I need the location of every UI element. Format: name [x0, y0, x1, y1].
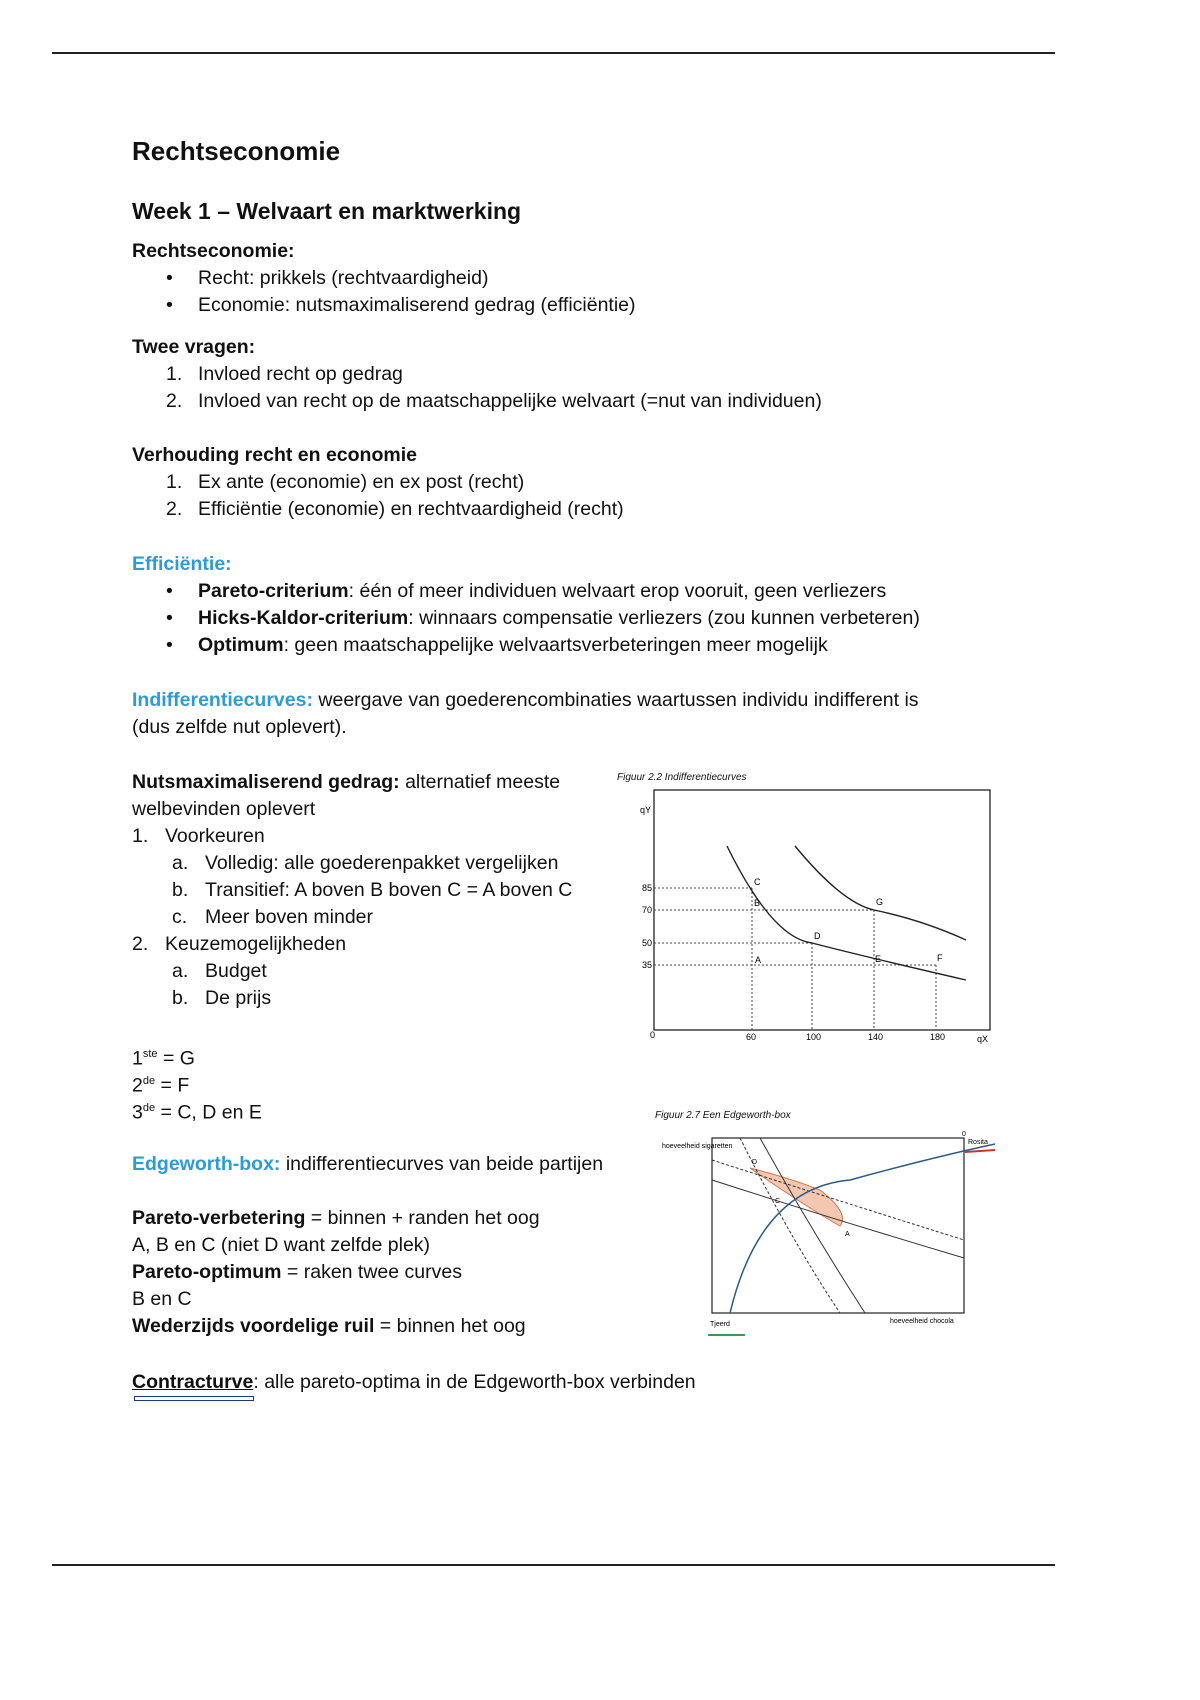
- section-verhouding: [132, 442, 1012, 523]
- svg-text:A: A: [755, 955, 762, 965]
- section-nutsmaximalisatie: Nutsmaximaliserend gedrag: alternatief meeste welbevinden oplevert 1. Voorkeuren a. Volledig: alle goederenpakket vergelijken b. Transitief: A boven B boven C = A boven C c. Meer boven minder 2. Keuzemogelijkheden a. Budget b. De prijs: [132, 771, 573, 1009]
- y-axis-label: hoeveelheid sigaretten: [662, 1143, 733, 1150]
- figure-caption: Figuur 2.7 Een Edgeworth-box: [655, 1110, 791, 1121]
- svg-text:A: A: [845, 1231, 850, 1238]
- origin-label: 0: [650, 1030, 656, 1040]
- svg-text:70: 70: [642, 905, 653, 915]
- document-title: Rechtseconomie: [132, 136, 341, 166]
- svg-text:B: B: [754, 898, 761, 908]
- section-rechtseconomie: [132, 238, 1012, 319]
- figure-indifference-curves: [612, 768, 1012, 1053]
- list-item: • Optimum: geen maatschappelijke welvaartsverbeteringen meer mogelijk: [132, 632, 1012, 659]
- svg-text:60: 60: [746, 1032, 757, 1042]
- svg-text:0: 0: [962, 1131, 966, 1138]
- svg-text:C: C: [754, 877, 761, 887]
- subheading: Verhouding recht en economie: [132, 444, 417, 466]
- list-item: • Hicks-Kaldor-criterium: winnaars compensatie verliezers (zou kunnen verbeteren): [132, 605, 1012, 632]
- svg-text:F: F: [937, 953, 943, 963]
- subheading: Twee vragen:: [132, 336, 256, 358]
- figure-edgeworth-box: [650, 1108, 1010, 1343]
- x-axis-label: hoeveelheid chocola: [890, 1318, 954, 1325]
- subheading: Efficiëntie:: [132, 553, 232, 575]
- list-item: • Pareto-criterium: één of meer individuen welvaart erop vooruit, geen verliezers: [132, 578, 1012, 605]
- section-heading: Week 1 – Welvaart en marktwerking: [132, 198, 522, 224]
- subheading: Rechtseconomie:: [132, 240, 295, 262]
- header-rule: [52, 52, 1055, 54]
- svg-text:140: 140: [868, 1032, 884, 1042]
- list-item: • Recht: prikkels (rechtvaardigheid): [132, 265, 1012, 292]
- section-contractcurve: Contracturve: alle pareto-optima in de Edgeworth-box verbinden: [132, 1369, 1012, 1401]
- indifference-curve-1: [727, 846, 966, 980]
- svg-text:85: 85: [642, 883, 653, 893]
- indifference-curve-2: [795, 846, 966, 940]
- double-underline: [134, 1396, 254, 1401]
- svg-text:180: 180: [930, 1032, 946, 1042]
- svg-text:C: C: [775, 1198, 781, 1205]
- svg-text:D: D: [814, 931, 821, 941]
- list-item: • Economie: nutsmaximaliserend gedrag (efficiëntie): [132, 292, 1012, 319]
- list-item: 2. Efficiëntie (economie) en rechtvaardigheid (recht): [166, 498, 624, 520]
- section-indifferentiecurves: Indifferentiecurves: weergave van goederencombinaties waartussen individu indifferent is (dus zelfde nut oplevert).: [132, 689, 919, 738]
- svg-text:E: E: [875, 954, 882, 964]
- ranking: 1ste = G 2de = F 3de = C, D en E: [132, 1047, 262, 1124]
- svg-text:100: 100: [806, 1032, 822, 1042]
- section-efficientie: [132, 551, 1012, 659]
- footer-rule: [52, 1564, 1055, 1566]
- y-axis-label: qY: [640, 805, 652, 815]
- svg-text:G: G: [876, 897, 884, 907]
- list-item: 1. Invloed recht op gedrag: [166, 363, 403, 385]
- svg-text:35: 35: [642, 960, 653, 970]
- list-item: 2. Invloed van recht op de maatschappelijke welvaart (=nut van individuen): [166, 390, 822, 412]
- section-edgeworth: Edgeworth-box: indifferentiecurves van beide partijen: [132, 1153, 604, 1175]
- figure-caption: Figuur 2.2 Indifferentiecurves: [617, 772, 747, 783]
- x-axis-label: qX: [977, 1034, 989, 1044]
- contract-curve: [730, 1144, 995, 1313]
- list-item: 1. Ex ante (economie) en ex post (recht): [166, 471, 525, 493]
- party-bottom-label: Tjeerd: [710, 1321, 730, 1328]
- svg-text:50: 50: [642, 938, 653, 948]
- svg-text:D: D: [752, 1159, 758, 1166]
- section-pareto: Pareto-verbetering = binnen + randen het oog A, B en C (niet D want zelfde plek) Pareto-optimum = raken twee curves B en C Wederzijds voordelige ruil = binnen het oog: [132, 1207, 540, 1337]
- section-twee-vragen: [132, 334, 1012, 415]
- party-top-label: Rosita: [968, 1139, 988, 1146]
